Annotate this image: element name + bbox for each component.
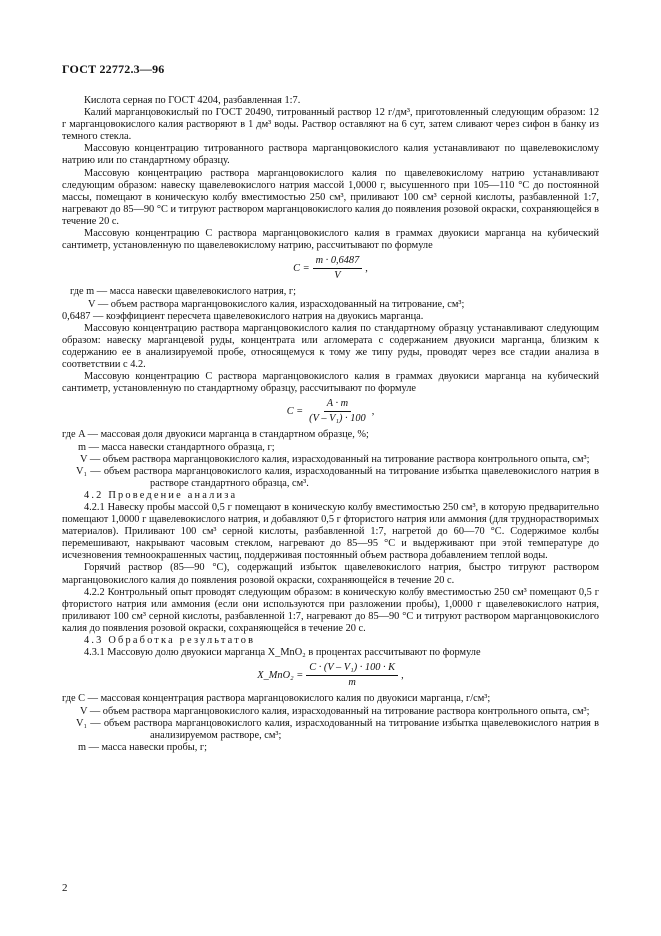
paragraph-permanganate: Калий марганцовокислый по ГОСТ 20490, титрованный раствор 12 г/дм³, приготовленный следующим образом: 12 г марганцовокислого калия растворяют в 1 дм³ воды. Раствор оставляют на 6 сут, затем сливают через сифон в банку из темного стекла.	[62, 107, 599, 143]
document-body	[62, 95, 599, 754]
where-3-line: V₁ — объем раствора марганцовокислого калия, израсходованный на титрование избытка щавелевокислого натрия в анализируемом растворе, см³;	[76, 717, 599, 741]
formula-1-lhs: С =	[293, 262, 310, 274]
formula-3-fraction	[306, 662, 398, 689]
paragraph-formula1-intro: Массовую концентрацию С раствора марганцовокислого калия в граммах двуокиси марганца на кубический сантиметр, установленную по щавелевокислому натрию, рассчитывают по формуле	[62, 228, 599, 252]
formula-3-numerator: C · (V – V₁) · 100 · K	[306, 662, 398, 676]
where-3-line: V — объем раствора марганцовокислого калия, израсходованный на титрование раствора контрольного опыта, см³;	[80, 705, 590, 717]
document-header: ГОСТ 22772.3—96	[62, 62, 165, 76]
where-1-line: V — объем раствора марганцовокислого калия, израсходованный на титрование, см³;	[88, 298, 465, 310]
where-1-line: где m — масса навески щавелевокислого натрия, г;	[70, 286, 297, 298]
paragraph-4-3-1: 4.3.1 Массовую долю двуокиси марганца X_MnO₂ в процентах рассчитывают по формуле	[84, 647, 481, 659]
formula-3-tail: ,	[401, 669, 404, 681]
section-4-2-title: 4.2 Проведение анализа	[84, 489, 238, 501]
where-2-line: V₁ — объем раствора марганцовокислого калия, израсходованный на титрование избытка щавелевокислого натрия в растворе стандартного образца, см³.	[76, 465, 599, 489]
formula-2	[62, 398, 599, 425]
paragraph-4-2-1-hot: Горячий раствор (85—90 °С), содержащий избыток щавелевокислого натрия, быстро титруют раствором марганцовокислого калия до появления розовой окраски, сохраняющейся в течение 20 с.	[62, 562, 599, 586]
paragraph-formula2-intro: Массовую концентрацию С раствора марганцовокислого калия в граммах двуокиси марганца на кубический сантиметр, установленную по стандартному образцу, рассчитывают по формуле	[62, 371, 599, 395]
formula-3-lhs: X_MnO₂ =	[257, 669, 304, 681]
formula-1-numerator: m · 0,6487	[313, 255, 363, 269]
formula-1-denominator: V	[334, 270, 341, 282]
section-4-3-title: 4.3 Обработка результатов	[84, 635, 256, 647]
paragraph-sulfuric-acid: Кислота серная по ГОСТ 4204, разбавленная 1:7.	[84, 95, 301, 106]
formula-2-numerator: A · m	[324, 398, 351, 412]
paragraph-4-2-1: 4.2.1 Навеску пробы массой 0,5 г помещают в коническую колбу вместимостью 250 см³, в которую предварительно помещают 1,0000 г щавелевокислого натрия, и добавляют 0,5 г фтористого натрия или аммония (для труднорастворимых материалов). Приливают 100 см³ серной кислоты, разбавленной 1:7, нагретой до 60—70 °С. Содержимое колбы перемешивают, накрывают часовым стеклом, нагревают до 85—95 °С и выдерживают при этой температуре до исчезновения темноокрашенных частиц, поддерживая постоянный объем раствора добавлением теплой воды.	[62, 502, 599, 562]
paragraph-4-2-2: 4.2.2 Контрольный опыт проводят следующим образом: в коническую колбу вместимостью 250 см³ помещают 0,5 г фтористого натрия или аммония (если они используются при разложении пробы), 1,0000 г щавелевокислого натрия, приливают 100 см³ серной кислоты, разбавленной 1:7, нагревают до 85—90 °С и титруют раствором марганцовокислого калия до появления розовой окраски, сохраняющейся в течение 20 с.	[62, 586, 599, 634]
where-2-line: где A — массовая доля двуокиси марганца в стандартном образце, %;	[62, 429, 369, 441]
formula-1-fraction	[313, 255, 363, 282]
formula-2-denominator: (V – V₁) · 100	[309, 413, 366, 425]
where-1-line: 0,6487 — коэффициент пересчета щавелевокислого натрия на двуокись марганца.	[62, 310, 424, 322]
where-2-line: m — масса навески стандартного образца, г;	[78, 441, 275, 453]
formula-3	[62, 662, 599, 689]
where-2-line: V — объем раствора марганцовокислого калия, израсходованный на титрование раствора контрольного опыта, см³;	[80, 453, 590, 465]
paragraph-oxalate-method: Массовую концентрацию раствора марганцовокислого калия по щавелевокислому натрию устанавливают следующим образом: навеску щавелевокислого натрия массой 1,0000 г, высушенного при 105—110 °С до постоянной массы, помещают в коническую колбу вместимостью 250 см³, приливают 100 см³ серной кислоты, разбавленной 1:7, нагревают до 85—90 °С и титруют раствором марганцовокислого калия до появления розовой окраски, сохраняющейся в течение 20 с.	[62, 167, 599, 227]
formula-3-denominator: m	[348, 677, 356, 689]
where-3-line: где C — массовая концентрация раствора марганцовокислого калия по двуокиси марганца, г/см³;	[62, 693, 491, 705]
page-number: 2	[62, 882, 68, 894]
where-3-line: m — масса навески пробы, г;	[78, 741, 208, 753]
formula-2-lhs: С =	[286, 405, 304, 417]
formula-1-tail: ,	[365, 262, 368, 274]
formula-2-fraction	[306, 398, 369, 425]
formula-2-tail: ,	[371, 405, 375, 417]
paragraph-standard-method: Массовую концентрацию раствора марганцовокислого калия по стандартному образцу устанавливают следующим образом: навеску марганцевой руды, концентрата или агломерата с содержанием двуокиси марганца, близким к содержанию ее в анализируемой пробе, относящемуся к тому же типу руды, проводят через все стадии анализа в соответствии с 4.2.	[62, 322, 599, 370]
formula-1	[62, 255, 599, 282]
paragraph-concentration-intro: Массовую концентрацию титрованного раствора марганцовокислого калия устанавливают по щавелевокислому натрию или по стандартному образцу.	[62, 143, 599, 167]
